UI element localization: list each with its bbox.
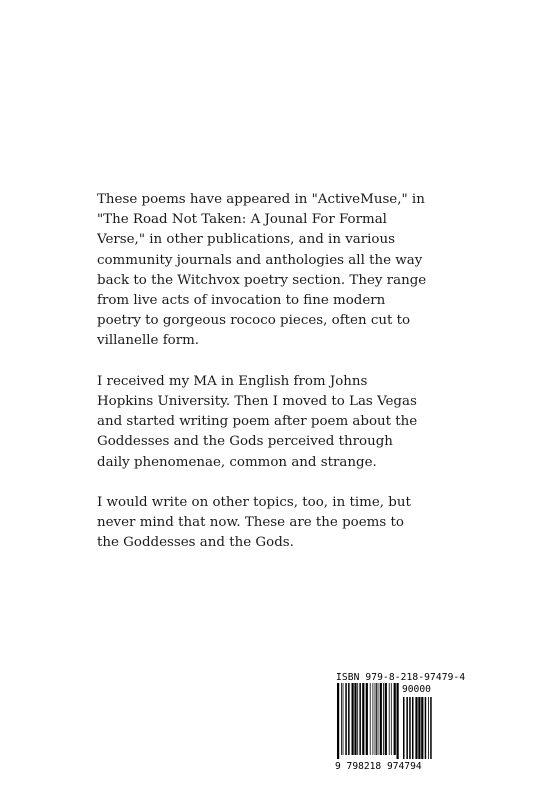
- barcode-bars-icon: [333, 683, 433, 761]
- barcode-addon-code: 90000: [402, 684, 431, 695]
- blurb-paragraph-2: I received my MA in English from Johns Hopkins University. Then I moved to Las Vegas and started writing poem after poem about the Goddesses and the Gods perceived through daily phenomenae, common and strange.: [97, 373, 418, 470]
- ean-digits: 9 798218 974794: [335, 761, 422, 772]
- cover-blurb: [97, 190, 427, 574]
- blurb-paragraph-3: I would write on other topics, too, in time, but never mind that now. These are the poems to the Goddesses and the Gods.: [97, 495, 411, 551]
- isbn-label: ISBN 979-8-218-97479-4: [336, 672, 466, 683]
- blurb-paragraph-1: These poems have appeared in "ActiveMuse," in "The Road Not Taken: A Jounal For Formal Verse," in other publications, and in various community journals and anthologies all the way back to the Witchvox poetry section. They range from live acts of invocation to fine modern poetry to gorgeous rococo pieces, often cut to villanelle form.: [97, 192, 427, 349]
- isbn-barcode: [333, 670, 466, 772]
